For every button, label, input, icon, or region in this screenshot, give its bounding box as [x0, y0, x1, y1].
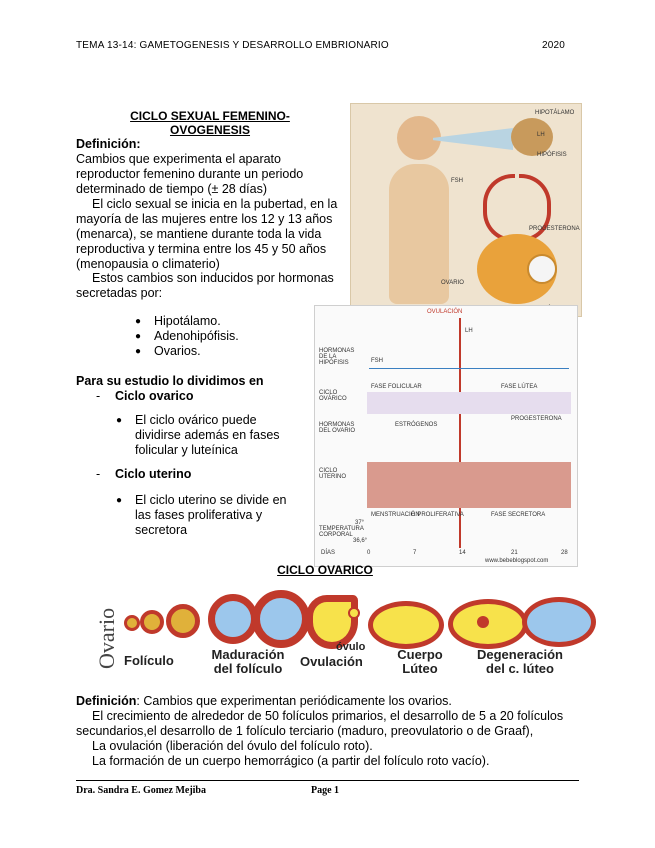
corpus-luteum-core — [477, 616, 489, 628]
ovary-side-label: Ovario — [94, 607, 119, 669]
graph-day-tick: 28 — [561, 550, 568, 556]
page-header-title: TEMA 13-14: GAMETOGENESIS Y DESARROLLO EMBRIONARIO — [76, 40, 389, 51]
list-item: ● Hipotálamo. — [135, 314, 239, 329]
secondary-follicle-shape — [166, 604, 200, 638]
graph-label: HORMONAS DEL OVARIO — [319, 422, 356, 434]
figure-label: HIPOTÁLAMO — [535, 110, 575, 116]
figure-label: PROGESTERONA — [529, 226, 580, 232]
graph-label: FASE SECRETORA — [491, 512, 546, 518]
graph-label: ESTRÓGENOS — [395, 422, 438, 428]
graph-label: FASE LÚTEA — [501, 384, 538, 390]
graph-label: 36,6° — [353, 538, 368, 544]
uterine-cycle-band — [367, 462, 571, 508]
follicle-shape — [527, 254, 557, 284]
hormone-source-list — [135, 314, 239, 359]
ovarian-definition-label: Definición — [76, 694, 137, 708]
graph-day-tick: 14 — [459, 550, 466, 556]
follicle-growth-paragraph: El crecimiento de alrededor de 50 folículos primarios, el desarrollo de 5 a 20 folículos secundarios,el desarrollo de 1 folículo terciario (maduro, preovulatorio o de Graaf), — [76, 709, 564, 738]
feedback-arrow-left — [483, 174, 515, 242]
dash-bullet: - — [96, 389, 101, 403]
section-title-ciclo-ovarico: CICLO OVARICO — [277, 563, 373, 577]
graph-day-tick: 7 — [413, 550, 417, 556]
footer-rule — [76, 780, 579, 781]
primary-follicle-shape — [140, 610, 164, 634]
stage-label-foliculo: Folículo — [124, 653, 174, 668]
hemorrhagic-body-paragraph: La formación de un cuerpo hemorrágico (a partir del folículo roto vacío). — [92, 754, 490, 768]
figure-label: LH — [537, 132, 545, 138]
graph-label-ovulation: OVULACIÓN — [427, 309, 463, 315]
graph-label: HORMONAS DE LA HIPÓFISIS — [319, 348, 355, 366]
stage-label-degeneracion: Degeneración del c. lúteo — [477, 647, 563, 676]
torso-shape — [389, 164, 449, 304]
list-item: ● El ciclo uterino se divide en las fases proliferativa y secretora — [116, 493, 296, 538]
list-item: ● Ovarios. — [135, 344, 239, 359]
stage-label-ovulo: óvulo — [336, 641, 366, 653]
graph-label: PROGESTERONA — [511, 416, 562, 422]
maturing-follicle-shape — [208, 594, 258, 644]
definition-label: Definición: — [76, 137, 141, 151]
puberty-paragraph: El ciclo sexual se inicia en la pubertad, en la mayoría de las mujeres entre los 12 y 13 años (menarca), se mantiene durante toda la vida reproductiva y termina entre los 45 y 50 años (menopausia o climaterio) — [76, 197, 338, 271]
degenerating-corpus-shape — [522, 597, 596, 647]
pituitary-shape — [511, 118, 553, 156]
footer-author: Dra. Sandra E. Gomez Mejiba — [76, 785, 206, 796]
uterine-cycle-desc-list — [116, 493, 296, 538]
corpus-luteum-shape — [368, 601, 444, 649]
graph-label: CICLO OVÁRICO — [319, 390, 347, 402]
ovulation-paragraph: La ovulación (liberación del óvulo del folículo roto). — [92, 739, 373, 753]
fsh-curve — [369, 368, 569, 369]
graafian-follicle-shape — [252, 590, 310, 648]
stage-label-maduracion: Maduración del folículo — [211, 647, 285, 676]
graph-label: FSH — [371, 358, 383, 364]
graph-day-tick: 21 — [511, 550, 518, 556]
graph-label: LH — [465, 328, 473, 334]
ovarian-cycle-band — [367, 392, 571, 414]
list-item: ● El ciclo ovárico puede dividirse además en fases folicular y luteínica — [116, 413, 294, 458]
graph-label: F. PROLIFERATIVA — [411, 512, 464, 518]
figure-label: FSH — [451, 178, 463, 184]
list-item: ● Adenohipófisis. — [135, 329, 239, 344]
hormones-intro-paragraph: Estos cambios son inducidos por hormonas secretadas por: — [76, 271, 334, 300]
ovarian-definition-line — [76, 694, 596, 709]
zoom-beam — [433, 128, 513, 150]
graph-label: CICLO UTERINO — [319, 468, 346, 480]
graph-label: FASE FOLICULAR — [371, 384, 422, 390]
hormonal-axis-illustration — [350, 103, 582, 317]
figure-label: HIPÓFISIS — [537, 152, 567, 158]
section-title-ciclo-sexual: CICLO SEXUAL FEMENINO- OVOGENESIS — [130, 109, 290, 137]
primary-follicle-shape — [124, 615, 140, 631]
ovarian-definition-text: : Cambios que experimentan periódicamente los ovarios. — [136, 694, 452, 708]
stage-label-ovulacion: Ovulación — [300, 654, 363, 669]
ovarian-cycle-label: Ciclo ovarico — [115, 389, 194, 403]
figure-label: OVARIO — [441, 280, 464, 286]
uterine-cycle-label: Ciclo uterino — [115, 467, 192, 481]
graph-day-tick: 0 — [367, 550, 371, 556]
graph-label: TEMPERATURA CORPORAL — [319, 526, 364, 538]
graph-label: MENSTRUACIÓN — [371, 512, 420, 518]
graph-label: 37° — [355, 520, 365, 526]
page-header-year: 2020 — [542, 40, 566, 51]
footer-page-number: Page 1 — [311, 785, 340, 796]
menstrual-cycle-graph — [314, 305, 578, 567]
graph-label: DÍAS — [321, 550, 336, 556]
ovum-shape — [348, 607, 360, 619]
dash-bullet: - — [96, 467, 101, 481]
definition-paragraph: Cambios que experimenta el aparato reproductor femenino durante un periodo determinado de tiempo (± 28 días) — [76, 152, 304, 196]
graph-credit: www.bebeblogspot.com — [485, 558, 549, 564]
stage-label-cuerpo-luteo: Cuerpo Lúteo — [397, 647, 443, 676]
study-division-heading: Para su estudio lo dividimos en — [76, 374, 264, 388]
ovarian-cycle-desc-list — [116, 413, 294, 458]
